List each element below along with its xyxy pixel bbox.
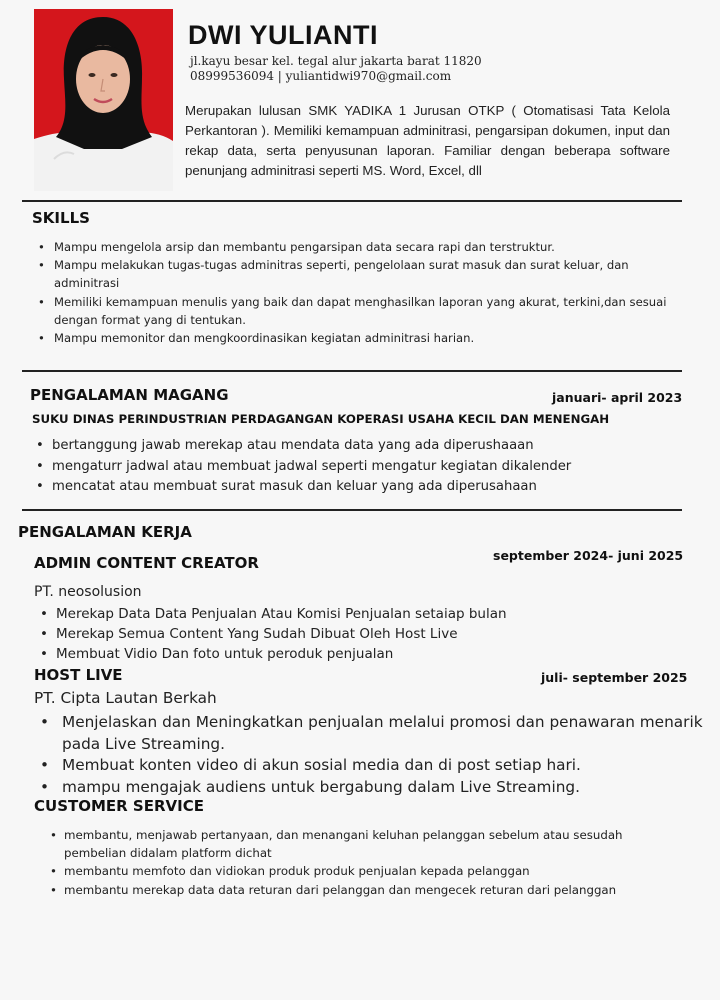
job-duties-list: [40, 604, 680, 664]
list-item: • bertanggung jawab merekap atau mendata data yang ada diperushaaan: [36, 436, 656, 457]
internship-title: PENGALAMAN MAGANG: [30, 386, 229, 404]
job-date: september 2024- juni 2025: [493, 548, 684, 563]
profile-photo: [34, 9, 173, 191]
internship-list: [36, 436, 656, 498]
list-item: • membantu merekap data data returan dari pelanggan dan mengecek returan dari pelanggan: [50, 881, 670, 899]
list-item: • Menjelaskan dan Meningkatkan penjualan melalui promosi dan penawaran menarik pada Live Streaming.: [40, 712, 720, 755]
list-item: • Membuat Vidio Dan foto untuk peroduk penjualan: [40, 644, 680, 664]
list-item: • Membuat konten video di akun sosial media dan di post setiap hari.: [40, 755, 720, 777]
list-item: • Mampu memonitor dan mengkoordinasikan kegiatan adminitrasi harian.: [38, 329, 678, 347]
skills-title: SKILLS: [32, 209, 90, 227]
job-company: PT. neosolusion: [34, 584, 142, 600]
person-name: DWI YULIANTI: [188, 20, 378, 50]
skills-list: [38, 238, 678, 347]
divider: [22, 200, 682, 202]
list-item: • membantu memfoto dan vidiokan produk produk penjualan kepada pelanggan: [50, 862, 670, 880]
internship-organization: SUKU DINAS PERINDUSTRIAN PERDAGANGAN KOPERASI USAHA KECIL DAN MENENGAH: [32, 412, 610, 426]
job-date: juli- september 2025: [541, 670, 688, 685]
divider: [22, 370, 682, 372]
profile-summary: Merupakan lulusan SMK YADIKA 1 Jurusan OTKP ( Otomatisasi Tata Kelola Perkantoran ). Memiliki kemampuan adminitrasi, pengarsipan dokumen, input dan rekap data, serta penyusunan laporan. Familiar dengan beberapa software penunjang adminitrasi seperti MS. Word, Excel, dll: [185, 103, 670, 178]
job-role: ADMIN CONTENT CREATOR: [34, 554, 259, 572]
list-item: • Memiliki kemampuan menulis yang baik dan dapat menghasilkan laporan yang akurat, terkini,dan sesuai dengan format yang di tentukan.: [38, 293, 678, 329]
contact-info: 08999536094 | yuliantidwi970@gmail.com: [190, 69, 452, 83]
list-item: • membantu, menjawab pertanyaan, dan menangani keluhan pelanggan sebelum atau sesudah pembelian didalam platform dichat: [50, 826, 670, 862]
internship-date: januari- april 2023: [552, 390, 683, 405]
job-duties-list: [40, 712, 720, 798]
list-item: • Merekap Semua Content Yang Sudah Dibuat Oleh Host Live: [40, 624, 680, 644]
list-item: • Merekap Data Data Penjualan Atau Komisi Penjualan setaiap bulan: [40, 604, 680, 624]
list-item: • Mampu mengelola arsip dan membantu pengarsipan data secara rapi dan terstruktur.: [38, 238, 678, 256]
job-role: CUSTOMER SERVICE: [34, 797, 204, 815]
job-company: PT. Cipta Lautan Berkah: [34, 689, 217, 707]
list-item: • mampu mengajak audiens untuk bergabung dalam Live Streaming.: [40, 777, 720, 799]
list-item: • mengaturr jadwal atau membuat jadwal seperti mengatur kegiatan dikalender: [36, 457, 656, 478]
list-item: • Mampu melakukan tugas-tugas adminitras seperti, pengelolaan surat masuk dan surat keluar, dan adminitrasi: [38, 256, 678, 292]
divider: [22, 509, 682, 511]
address: jl.kayu besar kel. tegal alur jakarta barat 11820: [190, 54, 482, 68]
list-item: • mencatat atau membuat surat masuk dan keluar yang ada diperusahaan: [36, 477, 656, 498]
job-duties-list: [50, 826, 670, 899]
job-role: HOST LIVE: [34, 666, 123, 684]
work-title: PENGALAMAN KERJA: [18, 523, 192, 541]
